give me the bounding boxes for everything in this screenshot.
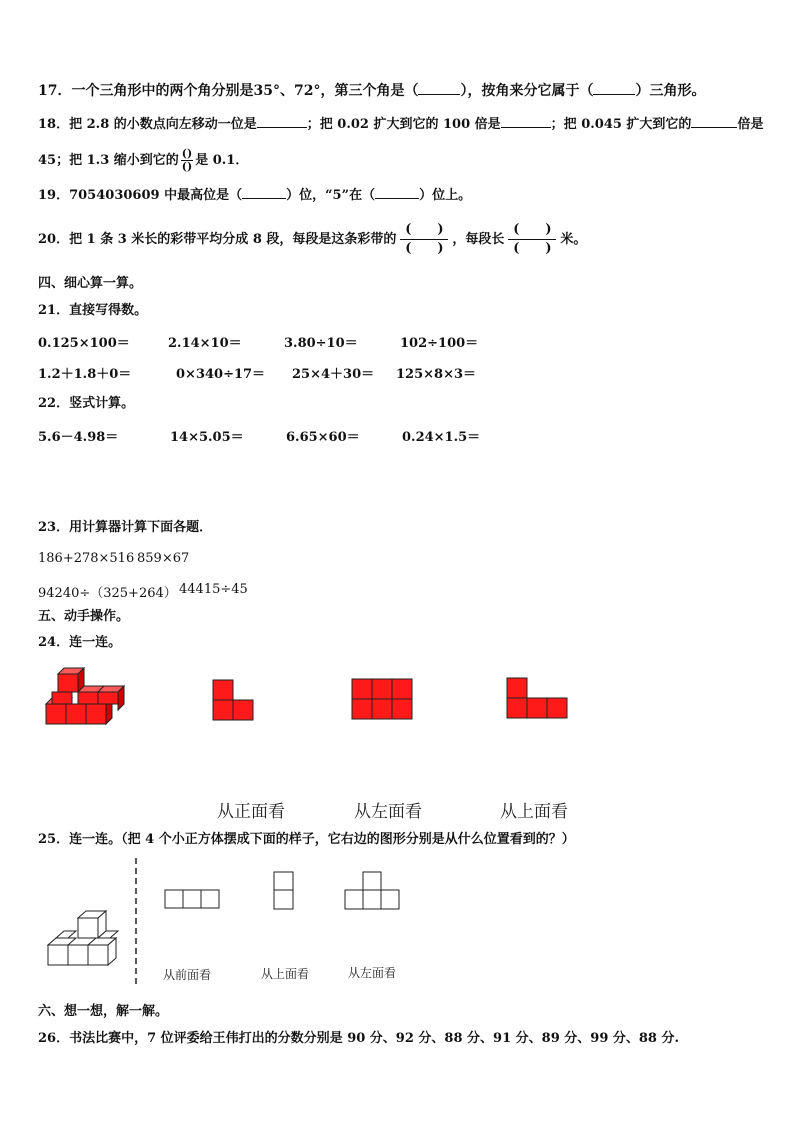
q25-dashed-divider [133,858,139,986]
q18-fraction[interactable] [181,148,193,173]
q23-r1-c2: 859×67 [137,551,190,566]
q19-text-1: 7054030609 中最高位是（ [69,188,243,203]
q20-frac1-den: ( ) [405,241,444,256]
q18-number: 18． [38,117,70,132]
q18-text-4: 倍是 [737,117,764,132]
q20-fraction-2[interactable] [508,221,556,258]
q21-r1-c4: 102÷100＝ [400,336,479,351]
q20-text-3: 米。 [560,232,587,247]
q22-c3: 6.65×60＝ [286,430,360,445]
q21-r2-c4: 125×8×3＝ [396,367,477,382]
q18-text-3: ；把 0.045 扩大到它的 [550,117,692,132]
q18-frac-num: () [181,147,193,160]
q23-r2-c1: 94240÷（325+264） [38,586,177,601]
q19-text-3: ）位上。 [419,188,472,203]
q20-number: 20． [38,232,70,247]
q21-r1-c2: 2.14×10＝ [168,336,242,351]
q17-number: 17． [38,83,72,99]
q23-title: 23．用计算器计算下面各题． [38,520,213,535]
q26-text: 26．书法比赛中，7 位评委给王伟打出的分数分别是 90 分、92 分、88 分、91 分、89 分、99 分、88 分. [38,1031,680,1046]
q18-text-2: ；把 0.02 扩大到它的 100 倍是 [306,117,501,132]
q17-text-2: ），按角来分它属于（ [460,83,594,99]
q25-view-t-shape[interactable] [344,871,402,911]
q24-label-top[interactable]: 从上面看 [500,802,568,822]
q17-text-3: ）三角形。 [635,83,706,99]
q22-c1: 5.6－4.98＝ [38,430,119,445]
q24-cube-stack[interactable] [44,666,128,728]
q19-text-2: ）位，“5”在（ [286,188,376,203]
q18-line2-end: 是 0.1． [195,153,249,168]
q22-c2: 14×5.05＝ [170,430,244,445]
q18-text-1: 把 2.8 的小数点向左移动一位是 [69,117,257,132]
q17-blank-2[interactable] [593,82,635,95]
q17-text-1: 一个三角形中的两个角分别是35°、72°，第三个角是（ [71,83,419,99]
section-6-heading: 六、想一想，解一解。 [38,1004,169,1019]
q23-r1-c1: 186+278×516 [38,551,135,566]
section-5-heading: 五、动手操作。 [38,609,130,624]
q25-view-column-two[interactable] [273,871,295,911]
q21-r2-c2: 0×340÷17＝ [176,367,266,382]
q25-label-left[interactable]: 从左面看 [348,966,397,980]
q25-label-top[interactable]: 从上面看 [261,967,310,981]
q22-c4: 0.24×1.5＝ [402,430,481,445]
q24-view-rectangle[interactable] [351,678,413,720]
q18-blank-3[interactable] [691,115,737,128]
q20-frac1-num: ( ) [400,221,448,240]
q18-blank-2[interactable] [501,115,551,128]
q20-text-2: ，每段长 [452,232,505,247]
q22-title: 22．竖式计算。 [38,396,135,411]
q20-text-1: 把 1 条 3 米长的彩带平均分成 8 段，每段是这条彩带的 [69,232,397,247]
q21-r1-c3: 3.80÷10＝ [284,336,358,351]
q25-label-front[interactable]: 从前面看 [163,968,212,982]
q24-title: 24．连一连。 [38,635,122,650]
q17-blank-1[interactable] [418,82,460,95]
q24-view-l-shape-small[interactable] [212,679,256,721]
q24-view-l-shape-wide[interactable] [506,677,568,719]
question-19 [38,186,471,205]
q25-view-row-three[interactable] [164,889,222,911]
section-4-heading: 四、细心算一算。 [38,276,143,291]
q23-r2-c2: 44415÷45 [179,582,248,597]
q21-r2-c1: 1.2＋1.8＋0＝ [38,367,132,382]
question-17 [38,82,705,100]
q18-blank-1[interactable] [257,115,307,128]
q19-blank-2[interactable] [375,186,419,199]
q24-label-front[interactable]: 从正面看 [217,802,285,822]
q24-label-left[interactable]: 从左面看 [354,802,422,822]
q20-frac2-num: ( ) [508,221,556,240]
q21-r1-c1: 0.125×100＝ [38,336,130,351]
q21-r2-c3: 25×4＋30＝ [292,367,375,382]
q19-blank-1[interactable] [242,186,286,199]
q18-line2-start: 45；把 1.3 缩小到它的 [38,153,179,168]
q25-cube-figure[interactable] [44,908,134,968]
question-20 [38,221,586,258]
q21-title: 21．直接写得数。 [38,303,148,318]
question-18-line-2 [38,148,248,173]
question-18 [38,115,763,134]
q20-fraction-1[interactable] [400,221,448,258]
q25-title: 25．连一连。（把 4 个小正方体摆成下面的样子，它右边的图形分别是从什么位置看到的？） [38,832,575,847]
q18-frac-den: () [181,160,193,173]
q20-frac2-den: ( ) [513,241,552,256]
q19-number: 19． [38,188,70,203]
